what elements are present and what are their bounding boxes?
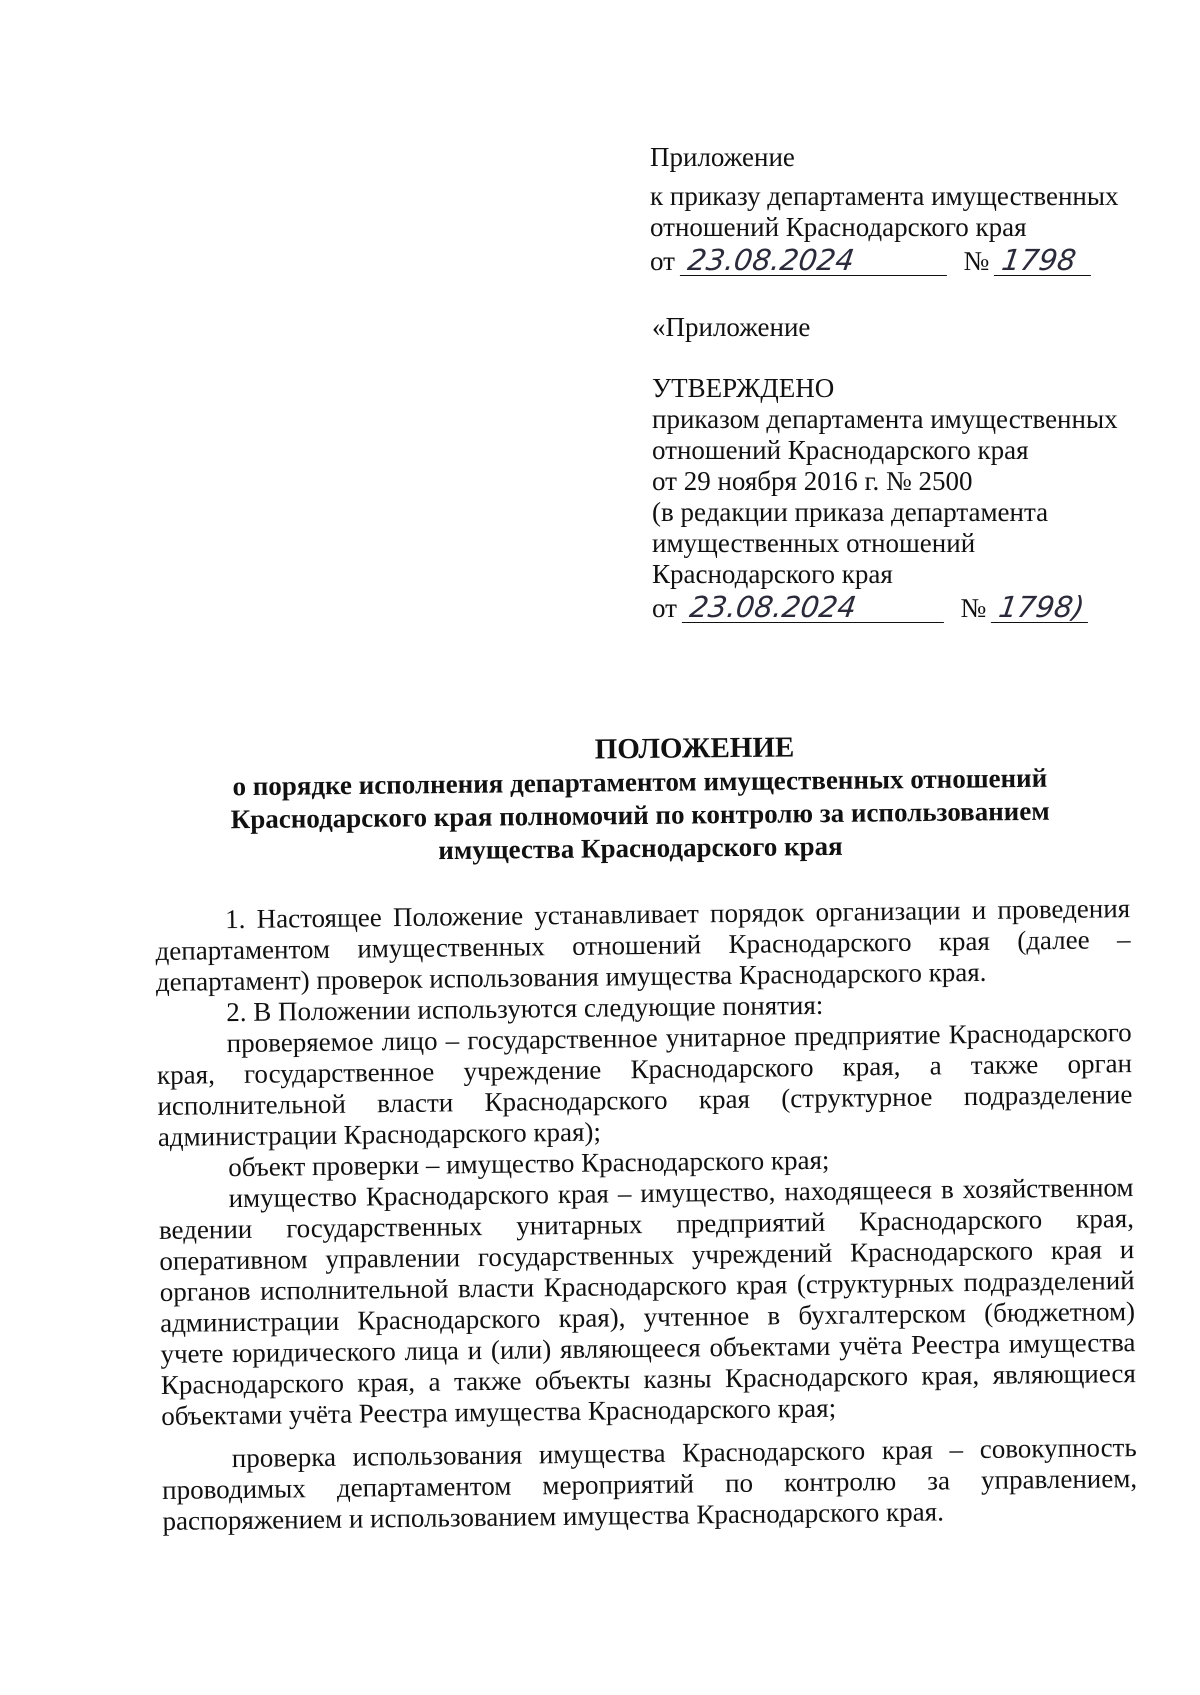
title-main: ПОЛОЖЕНИЕ bbox=[594, 731, 795, 766]
number-prefix: № bbox=[960, 593, 987, 623]
title-line-1: о порядке исполнения департаментом имущественных отношений bbox=[232, 762, 1048, 802]
paragraph-5: имущество Краснодарского края – имущество, находящееся в хозяйственном ведении государственных унитарных предприятий Краснодарского края, оперативном управлении государственных учреждений Краснодарского края и органов исполнительной власти Краснодарского края (структурных подразделений администрации Краснодарского края), учтенное в бухгалтерском (бюджетном) учете юридического лица и (или) являющееся объектами учёта Реестра имущества Краснодарского края, а также объекты казны Краснодарского края, являющиеся объектами учёта Реестра имущества Краснодарского края; bbox=[158, 1172, 1136, 1431]
handwritten-date: 23.08.2024 bbox=[682, 592, 948, 623]
approval-line-1: приказом департамента имущественных bbox=[652, 404, 1118, 434]
approval-line-6: Краснодарского края bbox=[652, 559, 893, 589]
date-prefix: от bbox=[650, 246, 675, 276]
paragraph-1: 1. Настоящее Положение устанавливает порядок организации и проведения департаментом имущественных отношений Краснодарского края (далее – департамент) проверок использования имущества Краснодарского края. bbox=[155, 893, 1131, 997]
paragraph-2: 2. В Положении используются следующие понятия: bbox=[226, 989, 824, 1028]
appendix-quote-label: «Приложение bbox=[652, 312, 811, 342]
appendix-header bbox=[650, 142, 1150, 277]
document-title bbox=[149, 727, 1130, 870]
title-line-3: имущества Краснодарского края bbox=[438, 830, 843, 866]
paragraph-6: проверка использования имущества Краснодарского края – совокупность проводимых департаментом мероприятий по контролю за управлением, распоряжением и использованием имущества Краснодарского края. bbox=[161, 1432, 1138, 1536]
approval-block bbox=[652, 312, 1152, 624]
approval-line-4: (в редакции приказа департамента bbox=[652, 497, 1049, 527]
handwritten-number: 1798) bbox=[991, 592, 1092, 623]
paragraph-3: проверяемое лицо – государственное унитарное предприятие Краснодарского края, государственное учреждение Краснодарского края, а также орган исполнительной власти Краснодарского края (структурное подразделение администрации Краснодарского края); bbox=[156, 1017, 1133, 1152]
date-prefix: от bbox=[652, 593, 677, 623]
paragraph-4: объект проверки – имущество Краснодарского края; bbox=[228, 1144, 830, 1183]
approval-line-5: имущественных отношений bbox=[652, 528, 976, 558]
appendix-order-line: к приказу департамента имущественных bbox=[650, 181, 1119, 211]
number-prefix: № bbox=[963, 246, 990, 276]
approval-line-3: от 29 ноября 2016 г. № 2500 bbox=[652, 466, 973, 496]
appendix-department-line: отношений Краснодарского края bbox=[650, 212, 1027, 242]
handwritten-number: 1798 bbox=[994, 245, 1095, 276]
appendix-date-line bbox=[650, 245, 1150, 277]
appendix-label: Приложение bbox=[650, 142, 795, 172]
approved-label: УТВЕРЖДЕНО bbox=[652, 373, 835, 403]
title-line-2: Краснодарского края полномочий по контролю за использованием bbox=[230, 795, 1050, 835]
approval-line-2: отношений Краснодарского края bbox=[652, 435, 1029, 465]
approval-date-line bbox=[652, 592, 1152, 624]
handwritten-date: 23.08.2024 bbox=[680, 245, 951, 276]
document-body bbox=[155, 893, 1138, 1537]
